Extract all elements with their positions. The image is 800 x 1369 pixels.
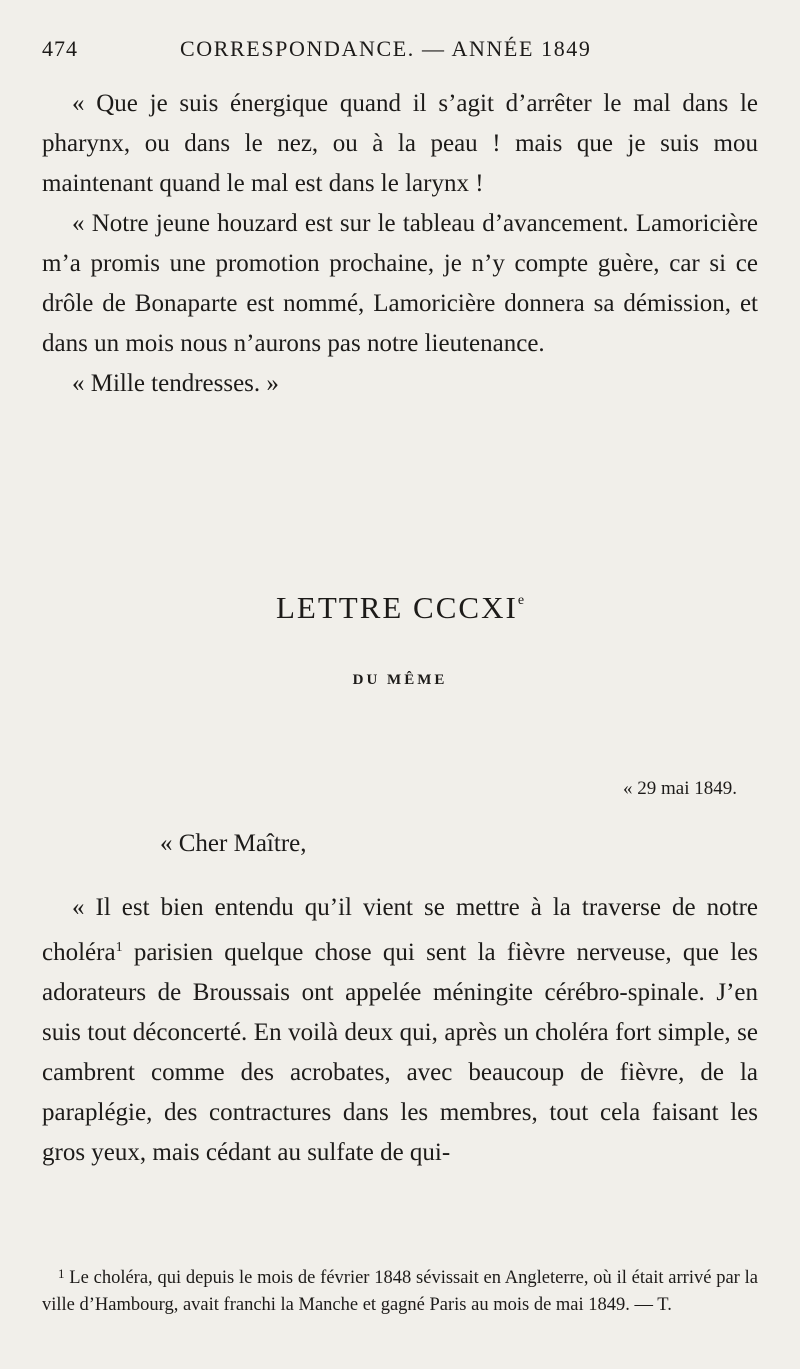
paragraph-text: parisien quelque chose qui sent la fièvre nerveuse, que les adorateurs de Broussais ont appelée méningite cérébro-spinale. J’en suis tout déconcerté. En voilà deux qui, après un choléra fort simple, se cambrent comme des acrobates, avec beaucoup de fièvre, de la paraplégie, des contractures dans les membres, tout cela faisant les gros yeux, mais cédant au sulfate de qui-	[42, 939, 758, 1166]
page-number: 474	[42, 36, 78, 61]
letter-title-superscript: e	[517, 593, 525, 608]
footnote-reference: 1	[115, 940, 123, 955]
paragraph: « Que je suis énergique quand il s’agit d’arrêter le mal dans le pharynx, ou dans le nez, ou à la peau ! mais que je suis mou maintenant quand le mal est dans le larynx !	[42, 90, 758, 197]
running-title: CORRESPONDANCE. — ANNÉE 1849	[180, 36, 592, 61]
letter-date: « 29 mai 1849.	[623, 778, 737, 799]
letter-subtitle: DU MÊME	[352, 672, 448, 688]
paragraph	[42, 888, 758, 1173]
footnote-mark: 1	[58, 1266, 65, 1281]
letter-body	[42, 888, 758, 1173]
paragraph: « Notre jeune houzard est sur le tableau d’avancement. Lamoricière m’a promis une promotion prochaine, je n’y compte guère, car si ce drôle de Bonaparte est nommé, Lamoricière donnera sa démission, et dans un mois nous n’aurons pas notre lieutenance.	[42, 210, 758, 357]
letter-title-text: LETTRE CCCXI	[275, 590, 518, 625]
footnote	[42, 1260, 758, 1319]
salutation: « Cher Maître,	[160, 830, 307, 857]
letter-title	[0, 590, 800, 626]
previous-letter-ending	[42, 84, 758, 404]
footnote-text: Le choléra, qui depuis le mois de février 1848 sévissait en Angleterre, où il était arrivé par la ville d’Hambourg, avait franchi la Manche et gagné Paris au mois de mai 1849. — T.	[42, 1268, 758, 1315]
paragraph-text: « Il est bien entendu qu’il vient se mettre à la traverse de notre choléra	[42, 894, 758, 966]
paragraph: « Mille tendresses. »	[72, 370, 279, 397]
running-head	[42, 36, 758, 66]
